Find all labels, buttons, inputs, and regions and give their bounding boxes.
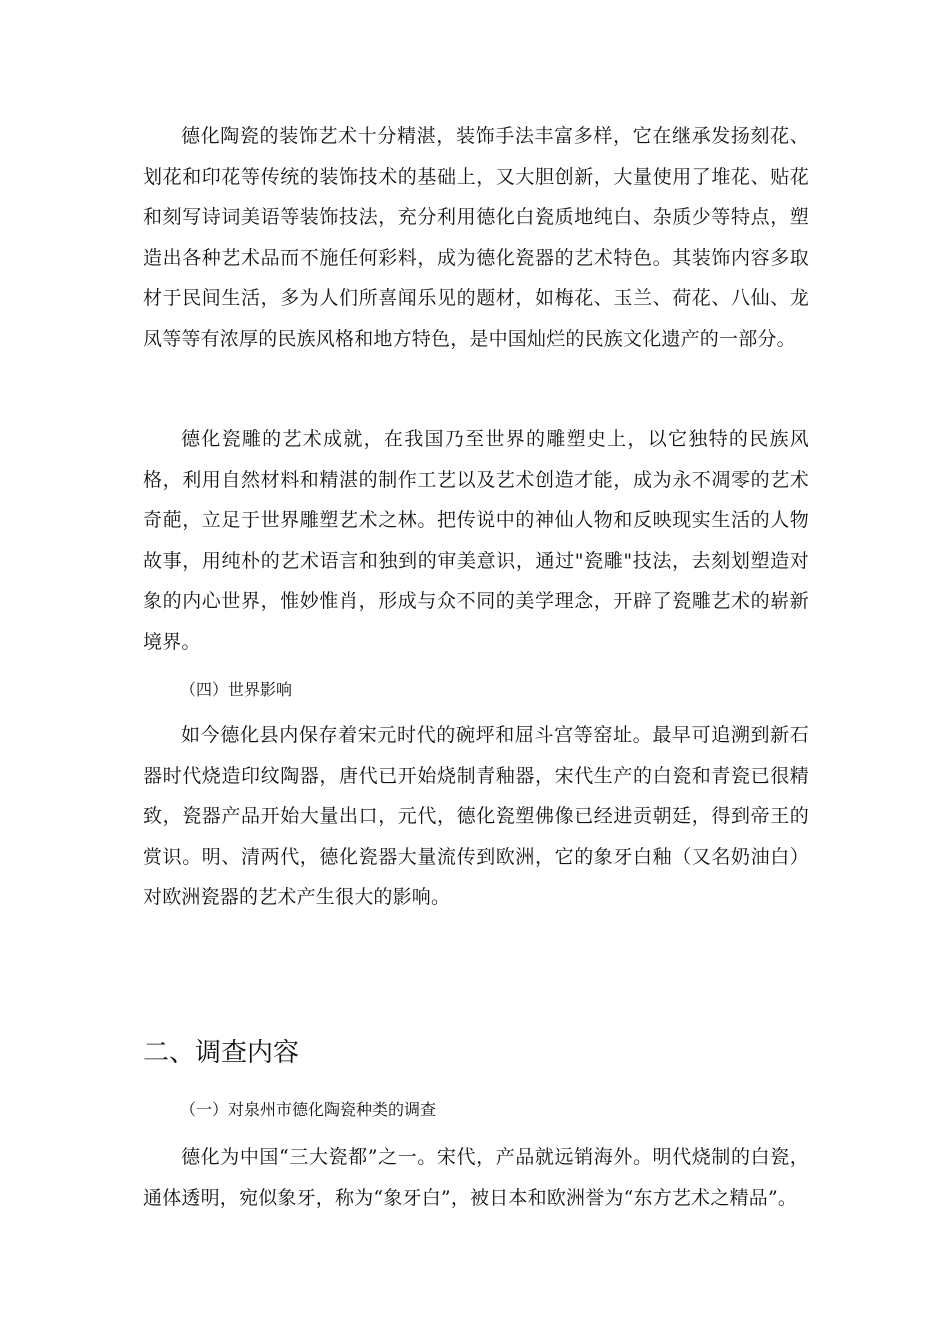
section-heading-survey-content: 二、调查内容 — [143, 1038, 300, 1068]
subheading-world-influence: （四）世界影响 — [180, 680, 293, 699]
paragraph-sculpture-achievement: 德化瓷雕的艺术成就，在我国乃至世界的雕塑史上，以它独特的民族风格，利用自然材料和精湛的制作工艺以及艺术创造才能，成为永不凋零的艺术奇葩，立足于世界雕塑艺术之林。把传说中的神仙人物和反映现实生活的人物故事，用纯朴的艺术语言和独到的审美意识，通过"瓷雕"技法，去刻划塑造对象的内心世界，惟妙惟肖，形成与众不同的美学理念，开辟了瓷雕艺术的崭新境界。 — [143, 428, 809, 653]
paragraph-porcelain-capital: 德化为中国“三大瓷都”之一。宋代，产品就远销海外。明代烧制的白瓷，通体透明，宛似象牙，称为“象牙白”，被日本和欧洲誉为“东方艺术之精品”。 — [143, 1146, 809, 1209]
paragraph-decoration-art: 德化陶瓷的装饰艺术十分精湛，装饰手法丰富多样，它在继承发扬刻花、划花和印花等传统的装饰技术的基础上，又大胆创新，大量使用了堆花、贴花和刻写诗词美语等装饰技法，充分利用德化白瓷质地纯白、杂质少等特点，塑造出各种艺术品而不施任何彩料，成为德化瓷器的艺术特色。其装饰内容多取材于民间生活，多为人们所喜闻乐见的题材，如梅花、玉兰、荷花、八仙、龙凤等等有浓厚的民族风格和地方特色，是中国灿烂的民族文化遗产的一部分。 — [143, 125, 809, 350]
subheading-ceramic-types-survey: （一）对泉州市德化陶瓷种类的调查 — [180, 1100, 437, 1119]
paragraph-kiln-history: 如今德化县内保存着宋元时代的碗坪和屈斗宫等窑址。最早可追溯到新石器时代烧造印纹陶器，唐代已开始烧制青釉器，宋代生产的白瓷和青瓷已很精致，瓷器产品开始大量出口，元代，德化瓷塑佛像已经进贡朝廷，得到帝王的赏识。明、清两代，德化瓷器大量流传到欧洲，它的象牙白釉（又名奶油白）对欧洲瓷器的艺术产生很大的影响。 — [143, 724, 809, 908]
